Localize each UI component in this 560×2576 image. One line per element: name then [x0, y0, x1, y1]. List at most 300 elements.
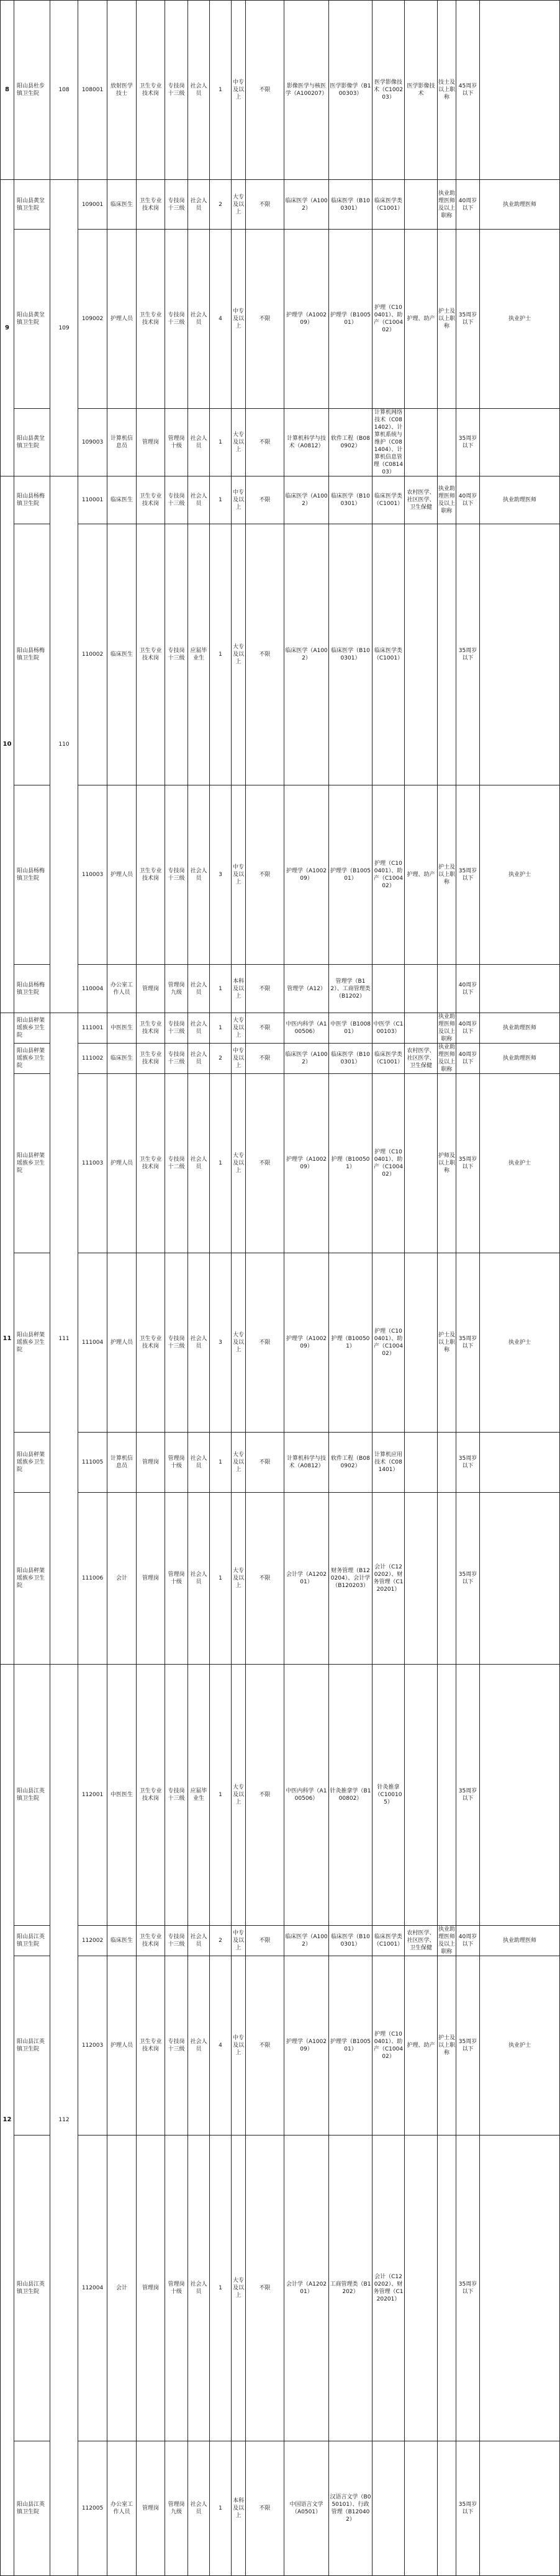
major-c-cell: 临床医学类（C1001）: [373, 180, 405, 230]
edu-cell: 大专及以上: [232, 1013, 246, 1044]
num-cell: 1: [210, 2135, 232, 2441]
cert-cell: 执业助理医师: [480, 1013, 560, 1044]
num-cell: 1: [210, 1665, 232, 1926]
edu-cell: 中专及以上: [232, 1, 246, 180]
major-other-cell: 农村医学、社区医学、卫生保健: [405, 1926, 438, 1956]
major-b-cell: 护理学（B100501）: [329, 1956, 373, 2135]
level-cell: 专技岗十三级: [165, 1044, 188, 1074]
cert-cell: [480, 2441, 560, 2576]
major-b-cell: 软件工程（B080902）: [329, 409, 373, 476]
major-b-cell: 针灸推拿学（B100802）: [329, 1665, 373, 1926]
target-cell: 社会人员: [188, 1956, 210, 2135]
age-cell: 35周岁以下: [456, 785, 480, 965]
degree-cell: 不限: [246, 180, 284, 230]
table-row: [1, 2135, 560, 2441]
major-c-cell: 临床医学类（C1001）: [373, 1926, 405, 1956]
cert-cell: 执业护士: [480, 230, 560, 409]
unit-code-cell: 109: [50, 180, 78, 476]
major-other-cell: 医学影像技术: [405, 1, 438, 180]
type-cell: 管理岗: [137, 965, 165, 1013]
num-cell: 1: [210, 476, 232, 524]
level-cell: 专技岗十三级: [165, 785, 188, 965]
edu-cell: 中专及以上: [232, 1044, 246, 1074]
post-cell: 护理人员: [107, 230, 137, 409]
major-a-cell: 护理学（A100209）: [284, 1253, 329, 1433]
code-cell: 111006: [78, 1493, 107, 1665]
major-a-cell: 临床医学（A1002）: [284, 524, 329, 785]
table-body: [1, 1, 560, 2576]
unit-name-cell: 阳山县黄坌镇卫生院: [14, 409, 50, 476]
age-cell: 35周岁以下: [456, 1956, 480, 2135]
major-c-cell: 护理（C100401）、助产（C100402）: [373, 1253, 405, 1433]
edu-cell: 大专及以上: [232, 1074, 246, 1253]
degree-cell: 不限: [246, 524, 284, 785]
code-cell: 112002: [78, 1926, 107, 1956]
target-cell: 社会人员: [188, 1044, 210, 1074]
unit-name-cell: 阳山县秤架瑶族乡卫生院: [14, 1074, 50, 1253]
major-c-cell: 护理（C100401）、助产（C100402）: [373, 1956, 405, 2135]
title-cell: 执业助理医师及以上职称: [438, 180, 456, 230]
edu-cell: 大专及以上: [232, 1433, 246, 1493]
table-row: [1, 1926, 560, 1956]
table-row: [1, 1044, 560, 1074]
unit-name-cell: 阳山县秤架瑶族乡卫生院: [14, 1044, 50, 1074]
target-cell: 应届毕业生: [188, 524, 210, 785]
level-cell: 管理岗十级: [165, 1493, 188, 1665]
edu-cell: 大专及以上: [232, 1253, 246, 1433]
num-cell: 4: [210, 1956, 232, 2135]
major-b-cell: 软件工程（B080902）: [329, 1433, 373, 1493]
cert-cell: [480, 1493, 560, 1665]
major-a-cell: 会计学（A120201）: [284, 2135, 329, 2441]
type-cell: 卫生专业技术岗: [137, 1013, 165, 1044]
post-cell: 护理人员: [107, 1253, 137, 1433]
major-c-cell: 计算机网络技术（C081402）、计算机系统与维护（C081404）、计算机信息管理（C081403）: [373, 409, 405, 476]
degree-cell: 不限: [246, 1926, 284, 1956]
type-cell: 管理岗: [137, 1493, 165, 1665]
age-cell: 40周岁以下: [456, 476, 480, 524]
num-cell: 1: [210, 965, 232, 1013]
code-cell: 111004: [78, 1253, 107, 1433]
target-cell: 应届毕业生: [188, 1665, 210, 1926]
age-cell: 35周岁以下: [456, 1074, 480, 1253]
title-cell: [438, 409, 456, 476]
type-cell: 卫生专业技术岗: [137, 230, 165, 409]
major-c-cell: 会计（C120202）、财务管理（C120201）: [373, 1493, 405, 1665]
major-other-cell: [405, 1493, 438, 1665]
cert-cell: 执业助理医师: [480, 476, 560, 524]
degree-cell: 不限: [246, 1013, 284, 1044]
major-a-cell: 中国语言文学（A0501）: [284, 2441, 329, 2576]
unit-name-cell: 阳山县江英镇卫生院: [14, 1926, 50, 1956]
level-cell: 专技岗十三级: [165, 524, 188, 785]
table-row: [1, 965, 560, 1013]
code-cell: 112001: [78, 1665, 107, 1926]
age-cell: 40周岁以下: [456, 1926, 480, 1956]
table-row: [1, 180, 560, 230]
major-a-cell: 护理学（A100209）: [284, 1956, 329, 2135]
unit-name-cell: 阳山县江英镇卫生院: [14, 2441, 50, 2576]
title-cell: 护师及以上职称: [438, 1074, 456, 1253]
code-cell: 112005: [78, 2441, 107, 2576]
target-cell: 社会人员: [188, 1074, 210, 1253]
unit-name-cell: 阳山县杨梅镇卫生院: [14, 476, 50, 524]
table-row: [1, 785, 560, 965]
code-cell: 109003: [78, 409, 107, 476]
code-cell: 110002: [78, 524, 107, 785]
age-cell: 35周岁以下: [456, 524, 480, 785]
table-row: [1, 1493, 560, 1665]
unit-name-cell: 阳山县秤架瑶族乡卫生院: [14, 1013, 50, 1044]
code-cell: 112004: [78, 2135, 107, 2441]
post-cell: 临床医生: [107, 1044, 137, 1074]
cert-cell: [480, 524, 560, 785]
post-cell: 临床医生: [107, 1926, 137, 1956]
level-cell: 管理岗九级: [165, 2441, 188, 2576]
table-row: [1, 409, 560, 476]
post-cell: 护理人员: [107, 1956, 137, 2135]
title-cell: 执业助理医师及以上职称: [438, 1044, 456, 1073]
major-other-cell: [405, 180, 438, 230]
unit-code-cell: 112: [50, 1665, 78, 2576]
unit-name-cell: 阳山县杨梅镇卫生院: [14, 965, 50, 1013]
age-cell: 35周岁以下: [456, 1433, 480, 1493]
age-cell: 40周岁以下: [456, 965, 480, 1013]
level-cell: 专技岗十三级: [165, 1253, 188, 1433]
major-other-cell: [405, 965, 438, 1013]
edu-cell: 大专及以上: [232, 2135, 246, 2441]
edu-cell: 中专及以上: [232, 476, 246, 524]
target-cell: 社会人员: [188, 1253, 210, 1433]
target-cell: 社会人员: [188, 409, 210, 476]
title-cell: 护士及以上职称: [438, 1253, 456, 1433]
num-cell: 3: [210, 785, 232, 965]
major-a-cell: 临床医学（A1002）: [284, 476, 329, 524]
major-b-cell: 中医学（B100801）: [329, 1013, 373, 1044]
cert-cell: [480, 1, 560, 180]
table-row: [1, 1013, 560, 1044]
degree-cell: 不限: [246, 1044, 284, 1074]
major-a-cell: 中医内科学（A100506）: [284, 1665, 329, 1926]
table-row: [1, 1433, 560, 1493]
unit-name-cell: 阳山县黄坌镇卫生院: [14, 180, 50, 230]
degree-cell: 不限: [246, 230, 284, 409]
code-cell: 111002: [78, 1044, 107, 1074]
age-cell: 35周岁以下: [456, 1493, 480, 1665]
major-b-cell: 临床医学（B100301）: [329, 180, 373, 230]
major-c-cell: 临床医学类（C1001）: [373, 524, 405, 785]
unit-name-cell: 阳山县杜步镇卫生院: [14, 1, 50, 180]
post-cell: 临床医生: [107, 476, 137, 524]
num-cell: 2: [210, 1926, 232, 1956]
post-cell: 计算机信息员: [107, 409, 137, 476]
major-c-cell: 临床医学类（C1001）: [373, 1044, 405, 1074]
age-cell: 35周岁以下: [456, 2135, 480, 2441]
target-cell: 社会人员: [188, 1013, 210, 1044]
code-cell: 110004: [78, 965, 107, 1013]
major-b-cell: 临床医学（B100301）: [329, 524, 373, 785]
unit-name-cell: 阳山县秤架瑶族乡卫生院: [14, 1493, 50, 1665]
edu-cell: 中专及以上: [232, 1956, 246, 2135]
title-cell: [438, 2441, 456, 2576]
major-c-cell: 临床医学类（C1001）: [373, 476, 405, 524]
age-cell: 40周岁以下: [456, 180, 480, 230]
title-cell: 技士及以上职称: [438, 1, 456, 180]
title-cell: 执业助理医师及以上职称: [438, 1926, 456, 1955]
major-a-cell: 护理学（A100209）: [284, 230, 329, 409]
major-other-cell: [405, 2441, 438, 2576]
major-b-cell: 财务管理（B120204）、会计学（B120203）: [329, 1493, 373, 1665]
degree-cell: 不限: [246, 1493, 284, 1665]
num-cell: 2: [210, 1044, 232, 1074]
type-cell: 卫生专业技术岗: [137, 1074, 165, 1253]
cert-cell: 执业护士: [480, 1074, 560, 1253]
major-c-cell: 医学影像技术（C100203）: [373, 1, 405, 180]
unit-name-cell: 阳山县江英镇卫生院: [14, 1665, 50, 1926]
group-number: 8: [1, 1, 14, 180]
degree-cell: 不限: [246, 2441, 284, 2576]
edu-cell: 大专及以上: [232, 180, 246, 230]
group-number: 9: [1, 180, 14, 476]
code-cell: 109001: [78, 180, 107, 230]
major-other-cell: [405, 2135, 438, 2441]
group-number: 12: [1, 1665, 14, 2576]
type-cell: 管理岗: [137, 2441, 165, 2576]
code-cell: 109002: [78, 230, 107, 409]
cert-cell: [480, 409, 560, 476]
table-row: [1, 1, 560, 180]
unit-name-cell: 阳山县黄坌镇卫生院: [14, 230, 50, 409]
degree-cell: 不限: [246, 1433, 284, 1493]
num-cell: 1: [210, 1, 232, 180]
major-b-cell: 临床医学（B100301）: [329, 1926, 373, 1956]
level-cell: 专技岗十三级: [165, 230, 188, 409]
unit-code-cell: 111: [50, 1013, 78, 1665]
title-cell: [438, 2135, 456, 2441]
table-row: [1, 1956, 560, 2135]
major-b-cell: 护理（B100501）: [329, 1253, 373, 1433]
major-other-cell: [405, 1253, 438, 1433]
major-other-cell: 农村医学、社区医学、卫生保健: [405, 1044, 438, 1074]
level-cell: 管理岗九级: [165, 965, 188, 1013]
target-cell: 社会人员: [188, 2441, 210, 2576]
code-cell: 110003: [78, 785, 107, 965]
major-a-cell: 护理学（A100209）: [284, 785, 329, 965]
major-c-cell: 护理（C100401）、助产（C100402）: [373, 230, 405, 409]
major-c-cell: 针灸推拿（C100105）: [373, 1665, 405, 1926]
major-b-cell: 临床医学（B100301）: [329, 1044, 373, 1074]
major-other-cell: [405, 1665, 438, 1926]
post-cell: 办公室工作人员: [107, 965, 137, 1013]
type-cell: 卫生专业技术岗: [137, 1253, 165, 1433]
age-cell: 40周岁以下: [456, 1013, 480, 1044]
major-other-cell: 护理、助产: [405, 230, 438, 409]
cert-cell: [480, 965, 560, 1013]
table-row: [1, 230, 560, 409]
table-row: [1, 1253, 560, 1433]
major-a-cell: 护理学（A100209）: [284, 1074, 329, 1253]
major-b-cell: 工商管理类（B1202）: [329, 2135, 373, 2441]
major-a-cell: 计算机科学与技术（A0812）: [284, 1433, 329, 1493]
major-c-cell: 中医学（C100103）: [373, 1013, 405, 1044]
type-cell: 卫生专业技术岗: [137, 476, 165, 524]
cert-cell: 执业护士: [480, 785, 560, 965]
major-b-cell: 管理学（B12）、工商管理类（B1202）: [329, 965, 373, 1013]
target-cell: 社会人员: [188, 2135, 210, 2441]
title-cell: [438, 1433, 456, 1493]
major-a-cell: 临床医学（A1002）: [284, 1044, 329, 1074]
edu-cell: 大专及以上: [232, 1665, 246, 1926]
level-cell: 专技岗十三级: [165, 1665, 188, 1926]
level-cell: 专技岗十三级: [165, 1013, 188, 1044]
major-a-cell: 影像医学与核医学（A100207）: [284, 1, 329, 180]
target-cell: 社会人员: [188, 785, 210, 965]
major-b-cell: 护理学（B100501）: [329, 230, 373, 409]
num-cell: 4: [210, 230, 232, 409]
major-a-cell: 计算机科学与技术（A0812）: [284, 409, 329, 476]
target-cell: 社会人员: [188, 1433, 210, 1493]
unit-name-cell: 阳山县秤架瑶族乡卫生院: [14, 1253, 50, 1433]
unit-name-cell: 阳山县杨梅镇卫生院: [14, 785, 50, 965]
major-c-cell: [373, 2441, 405, 2576]
target-cell: 社会人员: [188, 965, 210, 1013]
edu-cell: 大专及以上: [232, 409, 246, 476]
table-row: [1, 476, 560, 524]
post-cell: 办公室工作人员: [107, 2441, 137, 2576]
major-b-cell: 护理学（B100501）: [329, 785, 373, 965]
type-cell: 卫生专业技术岗: [137, 1665, 165, 1926]
degree-cell: 不限: [246, 1, 284, 180]
major-a-cell: 管理学（A12）: [284, 965, 329, 1013]
table-row: [1, 2441, 560, 2576]
cert-cell: 执业助理医师: [480, 180, 560, 230]
title-cell: [438, 965, 456, 1013]
major-c-cell: 护理（C100401）、助产（C100402）: [373, 785, 405, 965]
degree-cell: 不限: [246, 785, 284, 965]
level-cell: 专技岗十三级: [165, 1926, 188, 1956]
type-cell: 卫生专业技术岗: [137, 524, 165, 785]
level-cell: 专技岗十三级: [165, 180, 188, 230]
age-cell: 35周岁以下: [456, 409, 480, 476]
edu-cell: 本科及以上: [232, 2441, 246, 2576]
major-c-cell: 会计（C120202）、财务管理（C120201）: [373, 2135, 405, 2441]
target-cell: 社会人员: [188, 1, 210, 180]
table-row: [1, 1665, 560, 1926]
code-cell: 111001: [78, 1013, 107, 1044]
type-cell: 卫生专业技术岗: [137, 180, 165, 230]
post-cell: 临床医生: [107, 524, 137, 785]
num-cell: 2: [210, 180, 232, 230]
major-a-cell: 会计学（A120201）: [284, 1493, 329, 1665]
major-b-cell: 临床医学（B100301）: [329, 476, 373, 524]
major-c-cell: 护理（C100401）、助产（C100402）: [373, 1074, 405, 1253]
title-cell: [438, 1493, 456, 1665]
major-c-cell: [373, 965, 405, 1013]
level-cell: 管理岗十级: [165, 409, 188, 476]
level-cell: 专技岗十三级: [165, 476, 188, 524]
degree-cell: 不限: [246, 2135, 284, 2441]
degree-cell: 不限: [246, 965, 284, 1013]
edu-cell: 本科及以上: [232, 965, 246, 1013]
type-cell: 管理岗: [137, 2135, 165, 2441]
target-cell: 社会人员: [188, 1926, 210, 1956]
cert-cell: [480, 2135, 560, 2441]
code-cell: 110001: [78, 476, 107, 524]
post-cell: 护理人员: [107, 1074, 137, 1253]
age-cell: 45周岁以下: [456, 1, 480, 180]
target-cell: 社会人员: [188, 230, 210, 409]
post-cell: 会计: [107, 1493, 137, 1665]
age-cell: 40周岁以下: [456, 1044, 480, 1074]
num-cell: 1: [210, 524, 232, 785]
target-cell: 社会人员: [188, 1493, 210, 1665]
num-cell: 1: [210, 2441, 232, 2576]
age-cell: 35周岁以下: [456, 2441, 480, 2576]
table-row: [1, 524, 560, 785]
post-cell: 临床医生: [107, 180, 137, 230]
major-other-cell: [405, 409, 438, 476]
post-cell: 中医医生: [107, 1665, 137, 1926]
code-cell: 111005: [78, 1433, 107, 1493]
unit-name-cell: 阳山县江英镇卫生院: [14, 1956, 50, 2135]
level-cell: 专技岗十二级: [165, 1074, 188, 1253]
title-cell: 护士及以上职称: [438, 785, 456, 965]
code-cell: 108001: [78, 1, 107, 180]
major-b-cell: 医学影像学（B100303）: [329, 1, 373, 180]
edu-cell: 大专及以上: [232, 1493, 246, 1665]
level-cell: 专技岗十三级: [165, 1, 188, 180]
code-cell: 112003: [78, 1956, 107, 2135]
unit-code-cell: 108: [50, 1, 78, 180]
major-c-cell: 计算机应用技术（C081401）: [373, 1433, 405, 1493]
num-cell: 1: [210, 1074, 232, 1253]
major-other-cell: [405, 524, 438, 785]
type-cell: 卫生专业技术岗: [137, 1044, 165, 1074]
type-cell: 卫生专业技术岗: [137, 1, 165, 180]
age-cell: 35周岁以下: [456, 1665, 480, 1926]
target-cell: 社会人员: [188, 476, 210, 524]
type-cell: 管理岗: [137, 1433, 165, 1493]
post-cell: 中医医生: [107, 1013, 137, 1044]
code-cell: 111003: [78, 1074, 107, 1253]
degree-cell: 不限: [246, 409, 284, 476]
title-cell: 执业助理医师及以上职称: [438, 476, 456, 524]
cert-cell: 执业护士: [480, 1253, 560, 1433]
major-other-cell: [405, 1433, 438, 1493]
type-cell: 卫生专业技术岗: [137, 785, 165, 965]
cert-cell: 执业助理医师: [480, 1926, 560, 1956]
title-cell: 护士及以上职称: [438, 230, 456, 409]
degree-cell: 不限: [246, 476, 284, 524]
major-a-cell: 中医内科学（A100506）: [284, 1013, 329, 1044]
edu-cell: 中专及以上: [232, 785, 246, 965]
degree-cell: 不限: [246, 1253, 284, 1433]
unit-code-cell: 110: [50, 476, 78, 1013]
title-cell: [438, 1665, 456, 1926]
major-other-cell: 护理、助产: [405, 1956, 438, 2135]
cert-cell: 执业助理医师: [480, 1044, 560, 1074]
table-row: [1, 1074, 560, 1253]
cert-cell: [480, 1433, 560, 1493]
num-cell: 1: [210, 1433, 232, 1493]
title-cell: [438, 524, 456, 785]
unit-name-cell: 阳山县江英镇卫生院: [14, 2135, 50, 2441]
age-cell: 35周岁以下: [456, 230, 480, 409]
num-cell: 1: [210, 1013, 232, 1044]
cert-cell: [480, 1665, 560, 1926]
major-a-cell: 临床医学（A1002）: [284, 180, 329, 230]
edu-cell: 大专及以上: [232, 524, 246, 785]
